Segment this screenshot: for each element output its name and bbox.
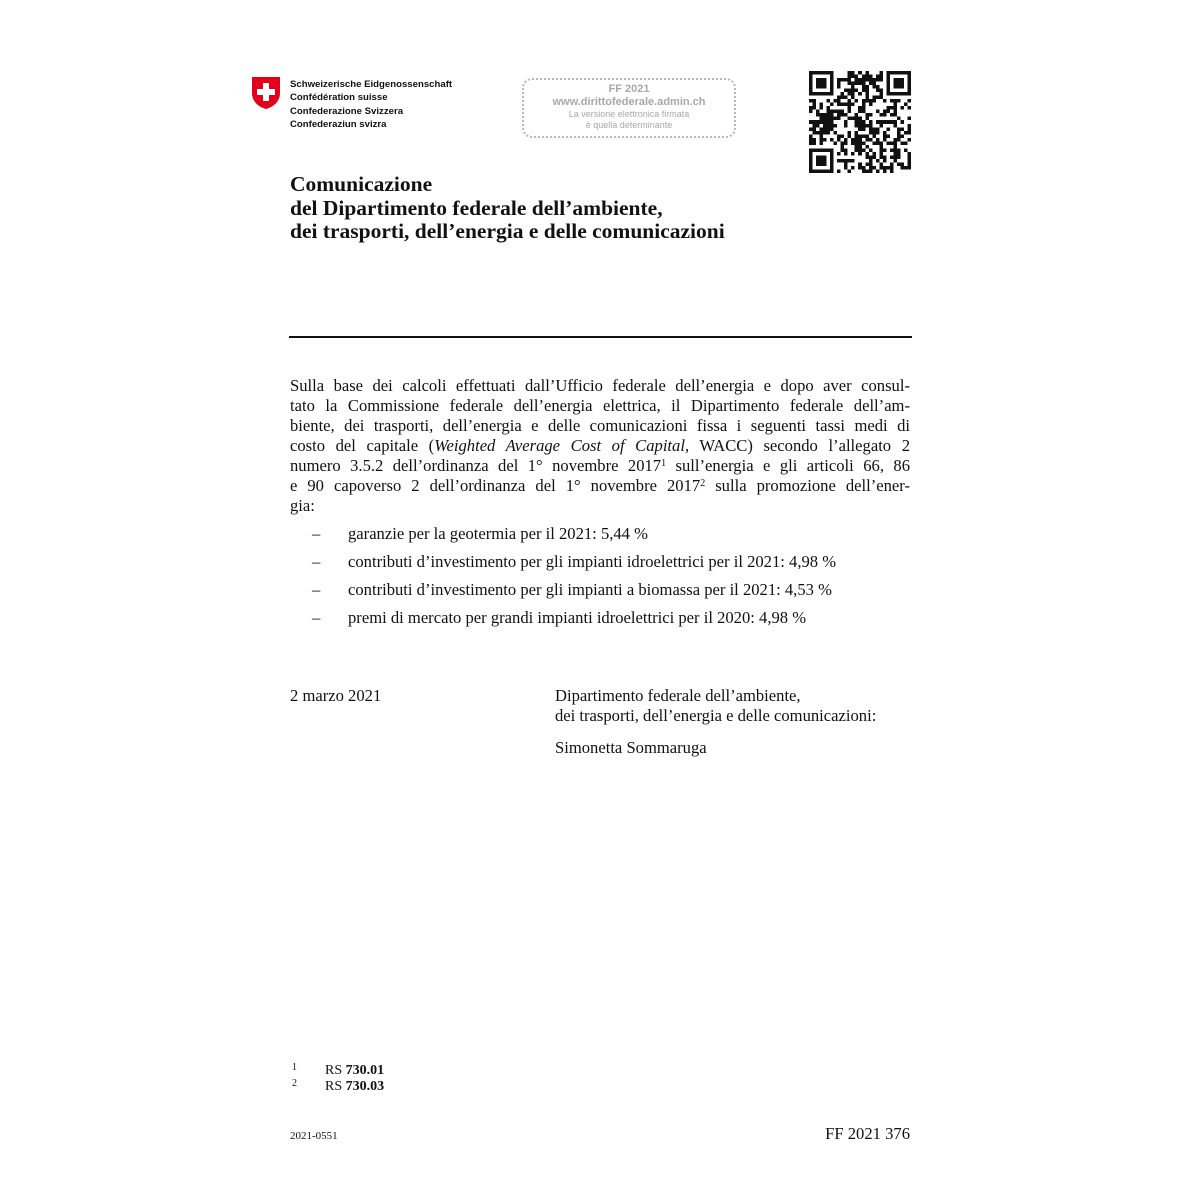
intro-line (290, 436, 910, 456)
signer-name: Simonetta Sommaruga (555, 738, 707, 757)
intro-text: e 90 capoverso 2 dell’ordinanza del 1° novembre 2017 (290, 476, 701, 495)
footnote-reference: 730.01 (345, 1063, 385, 1078)
dash-bullet: – (312, 608, 321, 627)
qr-code-icon (809, 71, 911, 173)
list-item (290, 552, 910, 580)
dash-bullet: – (312, 552, 321, 571)
list-item (290, 524, 910, 552)
footnote-prefix: RS (325, 1063, 346, 1078)
title-divider (289, 336, 912, 338)
list-item-text: contributi d’investimento per gli impianti a biomassa per il 2021: 4,53 % (348, 580, 832, 599)
intro-text: , WACC) secondo l’allegato 2 (684, 436, 910, 455)
confederation-name-rm: Confederaziun svizra (290, 119, 387, 131)
stamp-note-2: è quella determinante (585, 120, 673, 130)
wacc-term: Weighted Average Cost of Capital (434, 436, 685, 455)
list-item (290, 580, 910, 608)
footnote-number: 1 (292, 1062, 297, 1073)
page-title (290, 173, 910, 244)
intro-line: Sulla base dei calcoli effettuati dall’Ufficio federale dell’energia e dopo aver consul- (290, 376, 910, 395)
stamp-ff-label: FF 2021 (608, 83, 650, 95)
confederation-name-it: Confederazione Svizzera (290, 105, 404, 117)
confederation-names (290, 78, 452, 132)
intro-text: costo del capitale ( (290, 436, 435, 455)
title-line-1: Comunicazione (290, 172, 433, 196)
department-line-2: dei trasporti, dell’energia e delle comunicazioni: (555, 706, 877, 725)
intro-text: sulla promozione dell’ener- (705, 476, 910, 495)
footnote-marker[interactable]: 1 (661, 458, 667, 469)
ff-reference: FF 2021 376 (825, 1124, 910, 1143)
title-line-2: del Dipartimento federale dell’ambiente, (290, 195, 663, 220)
rates-list (290, 524, 910, 636)
department-line-1: Dipartimento federale dell’ambiente, (555, 686, 801, 705)
intro-text: sull’energia e gli articoli 66, 86 (666, 456, 910, 475)
footnote-text[interactable] (325, 1063, 384, 1079)
footnote-text[interactable] (325, 1079, 384, 1095)
intro-text: numero 3.5.2 dell’ordinanza del 1° novembre 2017 (290, 456, 662, 475)
confederation-name-de: Schweizerische Eidgenossenschaft (290, 79, 453, 90)
dash-bullet: – (312, 580, 321, 599)
swiss-coat-of-arms-icon (251, 76, 281, 110)
intro-line (290, 456, 910, 476)
intro-line: tato la Commissione federale dell’energia elettrica, il Dipartimento federale dell’am- (290, 396, 910, 415)
stamp-website: www.dirittofederale.admin.ch (552, 96, 706, 108)
electronic-version-stamp (522, 78, 736, 138)
list-item-text: contributi d’investimento per gli impianti idroelettrici per il 2021: 4,98 % (348, 552, 837, 571)
footnote-prefix: RS (325, 1079, 346, 1094)
list-item-text: garanzie per la geotermia per il 2021: 5,44 % (348, 524, 648, 543)
intro-line (290, 476, 910, 496)
list-item (290, 608, 910, 636)
title-line-3: dei trasporti, dell’energia e delle comunicazioni (290, 219, 725, 243)
footnote-number: 2 (292, 1078, 297, 1089)
intro-line: biente, dei trasporti, dell’energia e delle comunicazioni fissa i seguenti tassi medi di (290, 416, 910, 435)
stamp-note-1: La versione elettronica firmata (568, 109, 690, 119)
footnote-marker[interactable]: 2 (700, 478, 706, 489)
list-item-text: premi di mercato per grandi impianti idroelettrici per il 2020: 4,98 % (348, 608, 807, 627)
document-number: 2021-0551 (290, 1130, 338, 1142)
intro-line: gia: (290, 496, 315, 515)
intro-paragraph (290, 376, 910, 516)
confederation-name-fr: Confédération suisse (290, 92, 388, 104)
signature-block (555, 686, 876, 758)
dash-bullet: – (312, 524, 321, 543)
footnote-reference: 730.03 (345, 1079, 385, 1094)
document-date: 2 marzo 2021 (290, 686, 382, 705)
